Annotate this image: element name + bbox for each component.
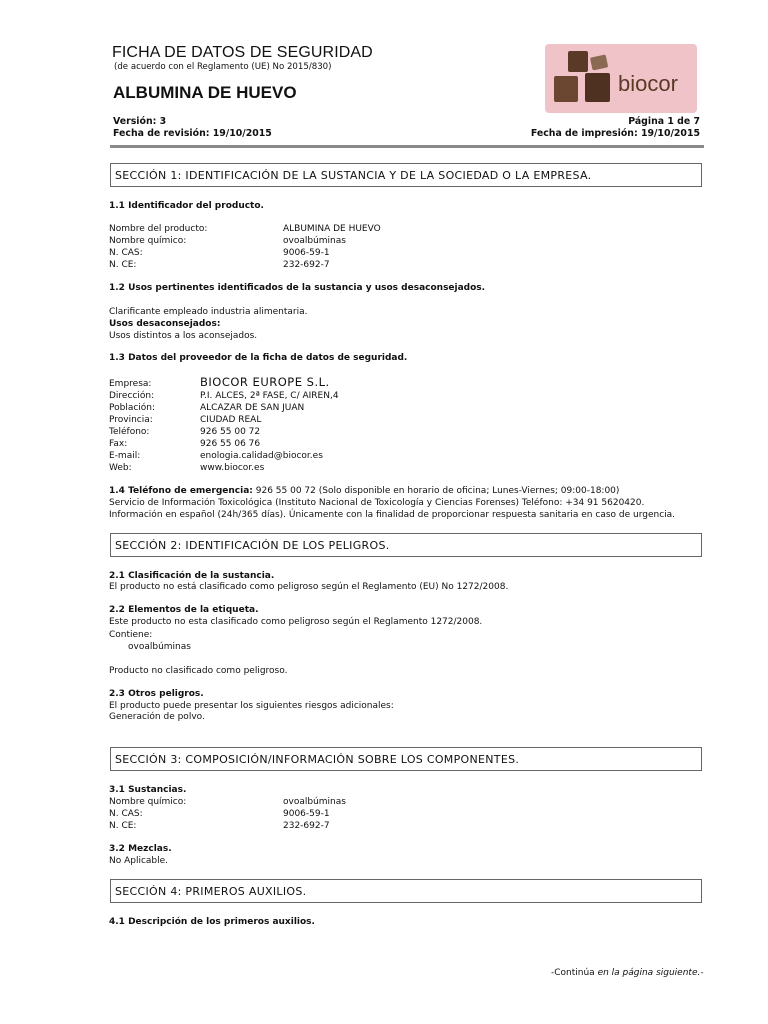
page-number: Página 1 de 7 xyxy=(628,116,700,127)
field-label: N. CAS: xyxy=(109,809,143,819)
product-title: ALBUMINA DE HUEVO xyxy=(113,83,297,102)
section-2-header xyxy=(110,533,702,557)
field-label: Nombre químico: xyxy=(109,797,187,807)
heading-1-3: 1.3 Datos del proveedor de la ficha de datos de seguridad. xyxy=(109,353,408,363)
continued-footer xyxy=(551,968,704,978)
heading-4-1: 4.1 Descripción de los primeros auxilios. xyxy=(109,917,315,927)
section-2-title: SECCIÓN 2: IDENTIFICACIÓN DE LOS PELIGROS. xyxy=(115,539,390,552)
supplier-value: 926 55 06 76 xyxy=(200,439,261,449)
field-label: N. CE: xyxy=(109,260,137,270)
supplier-web: www.biocor.es xyxy=(200,463,265,473)
unadvised-text: Usos distintos a los aconsejados. xyxy=(109,331,258,341)
section-4-header xyxy=(110,879,702,903)
section-1-header xyxy=(110,163,702,187)
field-label: N. CAS: xyxy=(109,248,143,258)
heading-1-4: 1.4 Teléfono de emergencia: xyxy=(109,486,253,496)
document-subtitle: (de acuerdo con el Reglamento (UE) No 2015/830) xyxy=(114,62,332,72)
field-value: ovoalbúminas xyxy=(283,797,346,807)
logo-text: biocor xyxy=(618,71,678,96)
heading-3-1: 3.1 Sustancias. xyxy=(109,785,187,795)
revision-date: Fecha de revisión: 19/10/2015 xyxy=(113,128,272,139)
emergency-line-3: Información en español (24h/365 días). Únicamente con la finalidad de proporcionar respuesta sanitaria en caso de urgencia. xyxy=(109,510,676,520)
supplier-label: Fax: xyxy=(109,439,128,449)
not-classified-text: Producto no clasificado como peligroso. xyxy=(109,666,288,676)
field-value: 9006-59-1 xyxy=(283,248,330,258)
heading-1-2: 1.2 Usos pertinentes identificados de la sustancia y usos desaconsejados. xyxy=(109,283,486,293)
supplier-label: Web: xyxy=(109,463,132,473)
section-4-title: SECCIÓN 4: PRIMEROS AUXILIOS. xyxy=(115,885,307,898)
heading-2-1: 2.1 Clasificación de la sustancia. xyxy=(109,571,275,581)
emergency-phone: 926 55 00 72 (Solo disponible en horario de oficina; Lunes-Viernes; 09:00-18:00) xyxy=(252,486,620,496)
supplier-value: CIUDAD REAL xyxy=(200,415,262,425)
unadvised-heading: Usos desaconsejados: xyxy=(109,319,221,329)
footer-continues: -Continúa xyxy=(551,968,598,978)
uses-text: Clarificante empleado industria alimentaria. xyxy=(109,307,308,317)
supplier-value: 926 55 00 72 xyxy=(200,427,261,437)
section-3-title: SECCIÓN 3: COMPOSICIÓN/INFORMACIÓN SOBRE LOS COMPONENTES. xyxy=(115,753,520,766)
supplier-label: Teléfono: xyxy=(109,427,150,437)
biocor-logo xyxy=(545,44,697,113)
supplier-email: enologia.calidad@biocor.es xyxy=(200,451,323,461)
heading-2-2: 2.2 Elementos de la etiqueta. xyxy=(109,605,259,615)
emergency-line-1 xyxy=(109,485,619,497)
heading-2-3: 2.3 Otros peligros. xyxy=(109,689,204,699)
heading-3-2: 3.2 Mezclas. xyxy=(109,844,172,854)
heading-1-1: 1.1 Identificador del producto. xyxy=(109,201,264,211)
field-value: 232-692-7 xyxy=(283,821,330,831)
paragraph-2-3a: El producto puede presentar los siguientes riesgos adicionales: xyxy=(109,701,394,711)
contains-label: Contiene: xyxy=(109,630,153,640)
supplier-label: Provincia: xyxy=(109,415,153,425)
supplier-label: Población: xyxy=(109,403,156,413)
document-title: FICHA DE DATOS DE SEGURIDAD xyxy=(112,44,373,61)
supplier-value: ALCAZAR DE SAN JUAN xyxy=(200,403,305,413)
footer-next-page: en la página siguiente.- xyxy=(597,968,704,978)
field-value: 9006-59-1 xyxy=(283,809,330,819)
section-1-title: SECCIÓN 1: IDENTIFICACIÓN DE LA SUSTANCIA Y DE LA SOCIEDAD O LA EMPRESA. xyxy=(115,169,592,182)
field-value: 232-692-7 xyxy=(283,260,330,270)
field-value: ovoalbúminas xyxy=(283,236,346,246)
supplier-label: Dirección: xyxy=(109,391,155,401)
section-3-header xyxy=(110,747,702,771)
print-date: Fecha de impresión: 19/10/2015 xyxy=(530,128,700,139)
supplier-value: P.I. ALCES, 2ª FASE, C/ AIREN,4 xyxy=(200,391,339,401)
version-label: Versión: 3 xyxy=(113,116,167,127)
supplier-company: BIOCOR EUROPE S.L. xyxy=(200,375,330,389)
paragraph-3-2: No Aplicable. xyxy=(109,856,169,866)
paragraph-2-1: El producto no está clasificado como peligroso según el Reglamento (EU) No 1272/2008. xyxy=(109,582,509,592)
emergency-line-2: Servicio de Información Toxicológica (Instituto Nacional de Toxicología y Ciencias Forenses) Teléfono: +34 91 5620420. xyxy=(109,498,645,508)
field-label: Nombre del producto: xyxy=(109,224,208,234)
paragraph-2-2: Este producto no esta clasificado como peligroso según el Reglamento 1272/2008. xyxy=(109,617,483,627)
field-label: Nombre químico: xyxy=(109,236,187,246)
field-value: ALBUMINA DE HUEVO xyxy=(283,224,381,234)
header-divider xyxy=(110,145,704,148)
paragraph-2-3b: Generación de polvo. xyxy=(109,712,205,722)
field-label: N. CE: xyxy=(109,821,137,831)
supplier-label: E-mail: xyxy=(109,451,141,461)
supplier-label: Empresa: xyxy=(109,379,152,389)
contains-item: ovoalbúminas xyxy=(128,642,191,652)
